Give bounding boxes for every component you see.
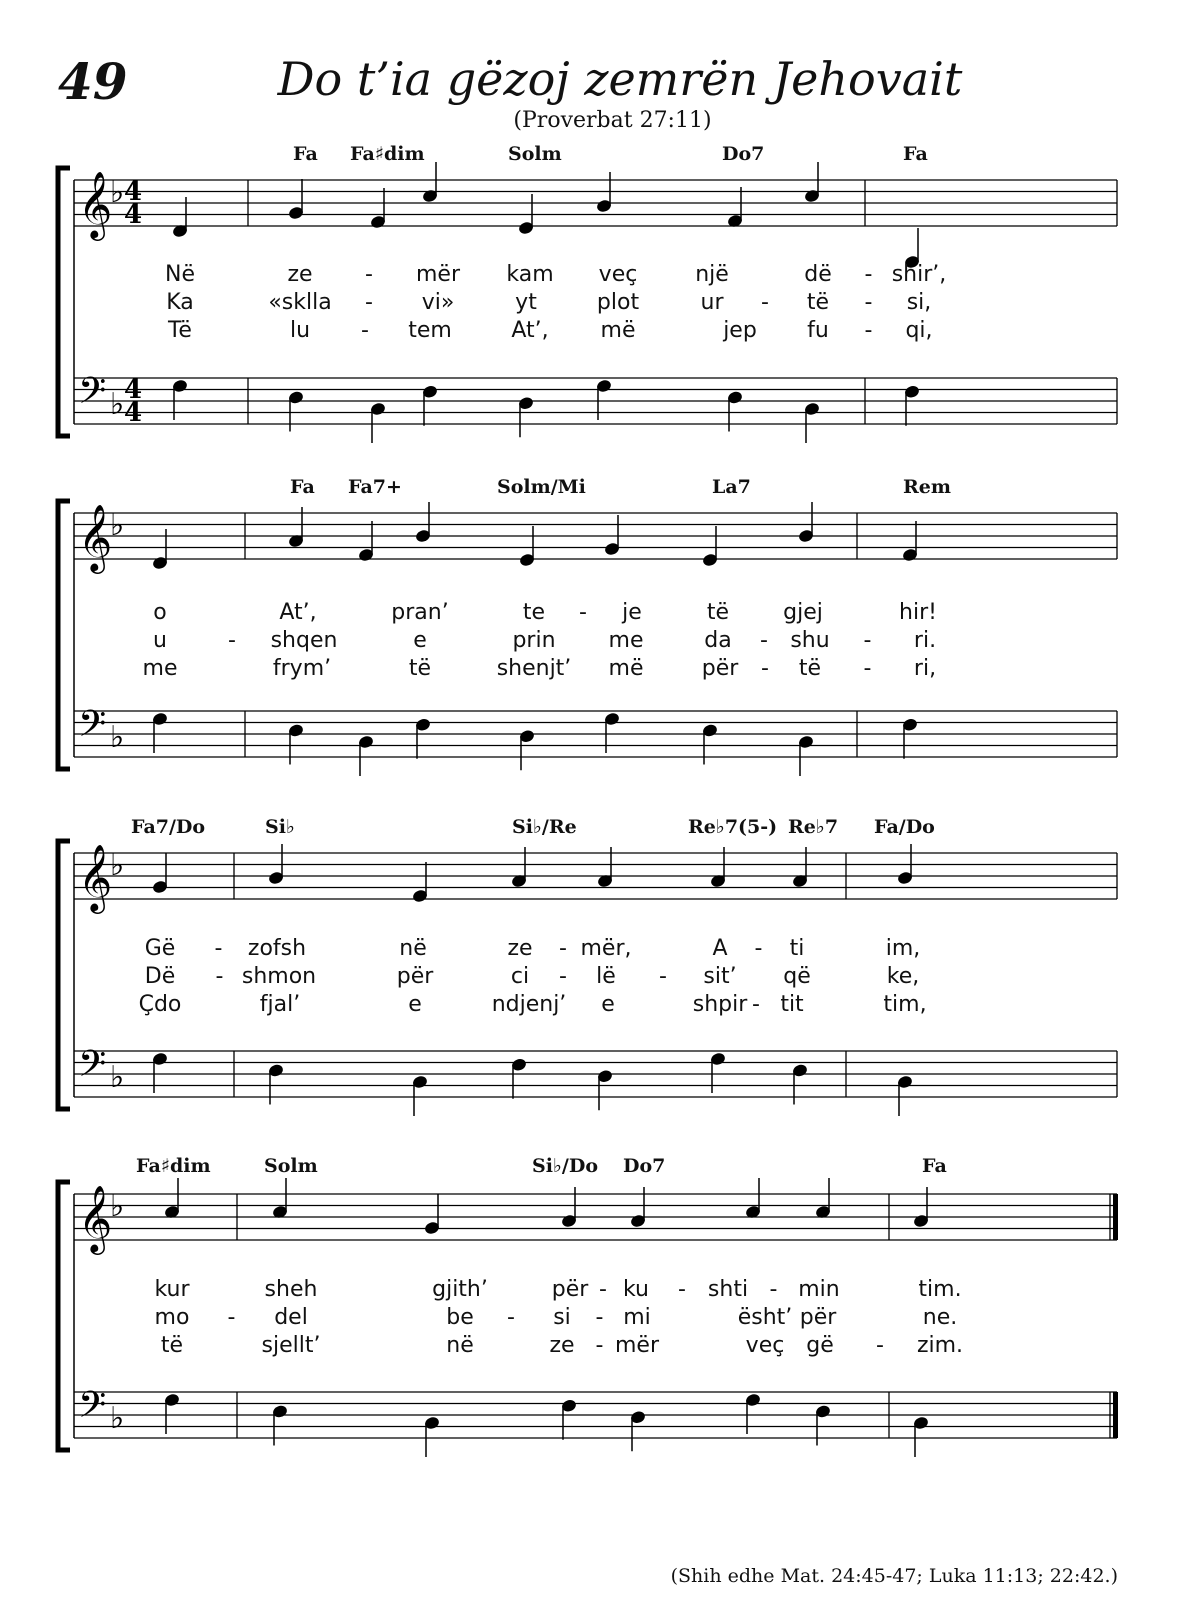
- lyric-hyphen: -: [214, 936, 223, 961]
- chord-symbol: Fa: [290, 476, 315, 498]
- lyric-syllable: mi: [623, 1305, 651, 1330]
- lyric-hyphen: -: [365, 262, 373, 287]
- chord-symbol: Fa♯dim: [350, 143, 425, 165]
- lyric-hyphen: -: [507, 1305, 515, 1330]
- key-signature-flat: ♭: [110, 848, 125, 883]
- lyric-syllable: Çdo: [138, 992, 182, 1017]
- chord-symbol: Si♭/Do: [532, 1155, 598, 1177]
- lyric-syllable: vi»: [421, 290, 455, 315]
- lyric-syllable: shti: [707, 1277, 749, 1302]
- scripture-reference: (Proverbat 27:11): [513, 108, 712, 133]
- treble-clef: 𝄞: [78, 1184, 113, 1252]
- lyric-syllable: shu: [790, 628, 830, 653]
- time-signature: 4: [124, 177, 143, 207]
- lyric-syllable: o: [153, 600, 167, 625]
- system-bracket: [58, 841, 70, 1109]
- lyric-syllable: dë: [804, 262, 832, 287]
- lyric-syllable: të: [798, 656, 822, 681]
- lyric-syllable: ndjenj’: [491, 992, 567, 1017]
- lyric-syllable: tim,: [883, 992, 927, 1017]
- lyric-hyphen: -: [659, 964, 667, 989]
- system-bracket: [58, 168, 70, 436]
- lyric-syllable: zim.: [916, 1333, 964, 1358]
- lyric-syllable: Gë: [144, 936, 176, 961]
- lyric-syllable: pran’: [391, 600, 449, 625]
- chord-symbol: Rem: [903, 476, 951, 498]
- lyric-syllable: ri.: [913, 628, 937, 653]
- lyric-syllable: në: [399, 936, 427, 961]
- lyric-hyphen: -: [876, 1333, 884, 1358]
- chord-symbol: Fa7/Do: [131, 816, 206, 838]
- lyric-syllable: ti: [789, 936, 805, 961]
- lyric-syllable: ci: [510, 964, 530, 989]
- lyric-syllable: për: [799, 1305, 837, 1330]
- lyric-syllable: min: [798, 1277, 840, 1302]
- chord-symbol: Fa/Do: [874, 816, 935, 838]
- bass-clef: 𝄢: [78, 1043, 107, 1094]
- chord-symbol: Solm: [508, 143, 562, 165]
- chord-symbol: Fa♯dim: [136, 1155, 211, 1177]
- lyric-syllable: për: [701, 656, 739, 681]
- lyric-hyphen: -: [599, 1277, 607, 1302]
- chord-symbol: Si♭: [265, 816, 295, 838]
- lyric-syllable: për: [396, 964, 434, 989]
- lyric-syllable: e: [601, 992, 615, 1017]
- lyric-syllable: veç: [598, 262, 638, 287]
- lyric-syllable: si,: [906, 290, 932, 315]
- system-bracket: [58, 501, 70, 769]
- lyric-syllable: tit: [780, 992, 804, 1017]
- lyric-syllable: qi,: [905, 318, 933, 343]
- lyric-syllable: gjej: [783, 600, 823, 625]
- system-bracket: [58, 1182, 70, 1450]
- lyric-syllable: të: [160, 1333, 184, 1358]
- lyric-hyphen: -: [864, 262, 873, 287]
- lyric-syllable: të: [806, 290, 830, 315]
- lyric-syllable: sjellt’: [261, 1333, 321, 1358]
- key-signature-flat: ♭: [110, 1189, 125, 1224]
- lyric-syllable: ri,: [913, 656, 937, 681]
- lyric-syllable: del: [274, 1305, 308, 1330]
- lyric-syllable: jep: [723, 318, 757, 343]
- lyric-syllable: ur: [700, 290, 724, 315]
- song-title: Do t’ia gëzoj zemrën Jehovait: [277, 52, 963, 106]
- lyric-syllable: që: [783, 964, 811, 989]
- lyric-syllable: fu: [807, 318, 829, 343]
- chord-symbol: Si♭/Re: [512, 816, 577, 838]
- lyric-syllable: At’,: [511, 318, 549, 343]
- lyric-syllable: gjith’: [432, 1277, 488, 1302]
- lyric-syllable: ne.: [922, 1305, 958, 1330]
- final-barline-thick: [1113, 1194, 1118, 1240]
- lyric-syllable: ke,: [886, 964, 920, 989]
- lyric-hyphen: -: [595, 1305, 604, 1330]
- lyric-hyphen: -: [361, 318, 369, 343]
- lyric-syllable: të: [706, 600, 730, 625]
- bass-clef: 𝄢: [78, 370, 107, 421]
- lyric-syllable: veç: [745, 1333, 785, 1358]
- lyric-hyphen: -: [228, 628, 236, 653]
- lyric-hyphen: -: [678, 1277, 686, 1302]
- key-signature-flat: ♭: [110, 1060, 125, 1095]
- lyric-syllable: kur: [154, 1277, 190, 1302]
- lyric-hyphen: -: [752, 992, 760, 1017]
- lyric-syllable: te: [522, 600, 546, 625]
- lyric-syllable: një: [695, 262, 729, 287]
- lyric-syllable: A: [712, 936, 728, 961]
- lyric-syllable: kam: [506, 262, 554, 287]
- lyric-syllable: ze: [549, 1333, 575, 1358]
- treble-clef: 𝄞: [78, 170, 113, 238]
- lyric-syllable: plot: [596, 290, 640, 315]
- lyric-hyphen: -: [863, 656, 872, 681]
- lyric-syllable: ësht’: [737, 1305, 793, 1330]
- lyric-hyphen: -: [365, 290, 373, 315]
- lyric-syllable: si: [553, 1305, 571, 1330]
- lyric-syllable: më: [600, 318, 636, 343]
- key-signature-flat: ♭: [110, 508, 125, 543]
- lyric-hyphen: -: [761, 290, 769, 315]
- lyric-syllable: u: [153, 628, 167, 653]
- time-signature: 4: [124, 375, 143, 405]
- final-barline-thick: [1113, 1392, 1118, 1438]
- lyric-syllable: Të: [168, 318, 192, 343]
- lyric-syllable: zofsh: [247, 936, 307, 961]
- lyric-syllable: sit’: [703, 964, 737, 989]
- bass-clef: 𝄢: [78, 1384, 107, 1435]
- key-signature-flat: ♭: [110, 175, 125, 210]
- chord-symbol: Fa7+: [348, 476, 402, 498]
- lyric-syllable: në: [446, 1333, 474, 1358]
- song-number: 49: [58, 52, 128, 111]
- lyric-syllable: hir!: [899, 600, 937, 625]
- lyric-syllable: me: [142, 656, 178, 681]
- chord-symbol: La7: [712, 476, 751, 498]
- lyric-syllable: At’,: [279, 600, 317, 625]
- lyric-syllable: tem: [408, 318, 452, 343]
- lyric-syllable: ku: [622, 1277, 650, 1302]
- time-signature: 4: [124, 398, 143, 428]
- chord-symbol: Fa: [922, 1155, 947, 1177]
- lyric-hyphen: -: [864, 290, 873, 315]
- lyric-syllable: shmon: [241, 964, 317, 989]
- lyric-hyphen: -: [761, 656, 769, 681]
- lyric-syllable: be: [446, 1305, 474, 1330]
- chord-symbol: Solm/Mi: [497, 476, 586, 498]
- lyric-syllable: Dë: [144, 964, 176, 989]
- lyric-hyphen: -: [559, 964, 567, 989]
- lyric-syllable: prin: [512, 628, 556, 653]
- lyric-hyphen: -: [227, 1305, 236, 1330]
- lyric-hyphen: -: [215, 964, 224, 989]
- lyric-hyphen: -: [559, 936, 567, 961]
- lyric-hyphen: -: [754, 936, 763, 961]
- lyric-syllable: sheh: [264, 1277, 318, 1302]
- lyric-hyphen: -: [579, 600, 587, 625]
- lyric-hyphen: -: [769, 1277, 778, 1302]
- lyric-syllable: mo: [154, 1305, 190, 1330]
- key-signature-flat: ♭: [110, 720, 125, 755]
- lyric-syllable: Ka: [166, 290, 194, 315]
- chord-symbol: Fa: [293, 143, 318, 165]
- lyric-syllable: mër,: [580, 936, 632, 961]
- lyric-syllable: Në: [165, 262, 195, 287]
- lyric-syllable: për: [551, 1277, 589, 1302]
- lyric-syllable: lu: [289, 318, 311, 343]
- lyric-syllable: ze: [507, 936, 533, 961]
- chord-symbol: Re♭7(5-): [688, 816, 778, 838]
- lyric-syllable: frym’: [272, 656, 332, 681]
- lyric-syllable: shir’,: [891, 262, 947, 287]
- lyric-syllable: shenjt’: [496, 656, 572, 681]
- chord-symbol: Solm: [264, 1155, 318, 1177]
- lyric-syllable: «sklla: [268, 290, 332, 315]
- lyric-hyphen: -: [864, 318, 873, 343]
- chord-symbol: Do7: [722, 143, 765, 165]
- lyric-syllable: e: [413, 628, 427, 653]
- lyric-hyphen: -: [863, 628, 872, 653]
- lyric-syllable: da: [704, 628, 732, 653]
- lyric-syllable: e: [408, 992, 422, 1017]
- lyric-syllable: mër: [415, 262, 461, 287]
- lyric-syllable: im,: [885, 936, 921, 961]
- bass-clef: 𝄢: [78, 703, 107, 754]
- lyric-syllable: me: [608, 628, 644, 653]
- lyric-syllable: gë: [806, 1333, 834, 1358]
- lyric-syllable: lë: [596, 964, 616, 989]
- lyric-syllable: ze: [287, 262, 313, 287]
- lyric-syllable: yt: [515, 290, 537, 315]
- lyric-syllable: shpir: [692, 992, 748, 1017]
- chord-symbol: Fa: [903, 143, 928, 165]
- key-signature-flat: ♭: [110, 1401, 125, 1436]
- key-signature-flat: ♭: [110, 387, 125, 422]
- lyric-syllable: më: [608, 656, 644, 681]
- lyric-syllable: mër: [614, 1333, 660, 1358]
- lyric-syllable: fjal’: [259, 992, 301, 1017]
- lyric-hyphen: -: [595, 1333, 604, 1358]
- lyric-syllable: shqen: [270, 628, 338, 653]
- lyric-syllable: je: [622, 600, 642, 625]
- lyric-syllable: tim.: [918, 1277, 962, 1302]
- chord-symbol: Do7: [623, 1155, 666, 1177]
- treble-clef: 𝄞: [78, 843, 113, 911]
- lyric-syllable: të: [408, 656, 432, 681]
- chord-symbol: Re♭7: [788, 816, 839, 838]
- footer-references: (Shih edhe Mat. 24:45-47; Luka 11:13; 22:42.): [670, 1565, 1118, 1587]
- time-signature: 4: [124, 200, 143, 230]
- lyric-hyphen: -: [760, 628, 768, 653]
- treble-clef: 𝄞: [78, 503, 113, 571]
